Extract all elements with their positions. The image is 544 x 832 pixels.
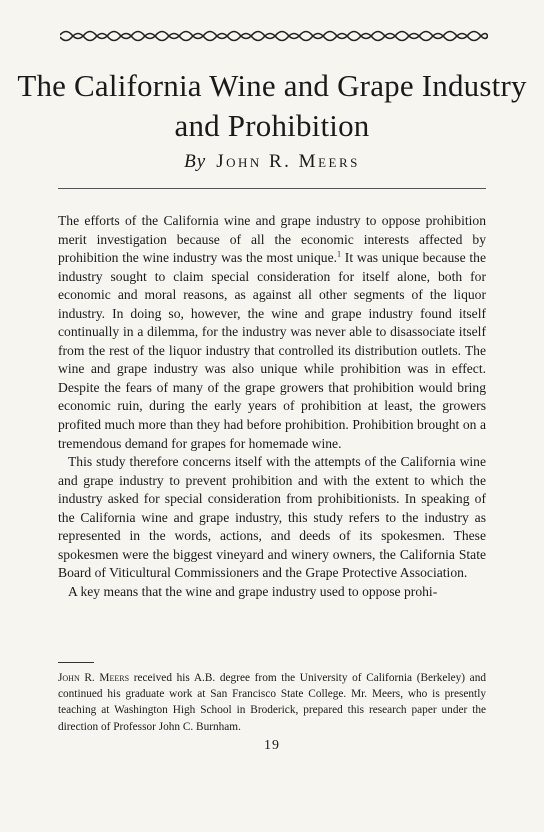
- article-title-line-1: The California Wine and Grape Industry: [17, 68, 527, 103]
- byline: [0, 150, 544, 174]
- paragraph-1-text: The efforts of the California wine and grape industry to oppose prohibition merit investigation because of all the economic interests affected by prohibition the wine industry was the most unique.: [58, 213, 486, 266]
- article-body: [58, 212, 486, 601]
- byline-prefix: By: [184, 151, 207, 172]
- article-title: [0, 66, 544, 146]
- footnote-text: received his A.B. degree from the University of California (Berkeley) and continued his graduate work at San Francisco State College. Mr. Meers, who is presently teaching at Washington High School in Broderick, prepared this research paper under the direction of Professor John C. Burnham.: [58, 672, 486, 733]
- footnote: [58, 670, 486, 735]
- footnote-marker: 1: [337, 249, 342, 259]
- footnote-author-name: John R. Meers: [58, 672, 130, 684]
- page-number: 19: [264, 738, 280, 753]
- author-name: John R. Meers: [216, 151, 360, 172]
- decorative-border-ornament: [60, 26, 488, 44]
- footnote-divider: [58, 662, 94, 663]
- paragraph-1-continuation: It was unique because the industry sought to claim special consideration for itself alone, both for economic and moral reasons, as against all other segments of the liquor industry. In doing so, however, the wine and grape industry found itself continually in a dilemma, for the industry was never able to disassociate itself from the rest of the liquor industry that controlled its distribution outlets. The wine and grape industry was also unique while prohibition was in effect. Despite the fears of many of the grape growers that prohibition would bring economic ruin, during the early years of prohibition at least, the growers profited much more than they had before prohibition. Prohibition brought on a tremendous demand for grapes for homemade wine.: [58, 250, 486, 451]
- paragraph-2: This study therefore concerns itself with the attempts of the California wine and grape industry to prevent prohibition and with the extent to which the industry asked for special consideration from prohibitionists. In speaking of the California wine and grape industry, this study refers to the industry as represented in the words, actions, and deeds of its spokesmen. These spokesmen were the biggest vineyard and winery owners, the California State Board of Viticultural Commissioners and the Grape Protective Association.: [58, 454, 486, 581]
- paragraph-3: A key means that the wine and grape industry used to oppose prohi-: [68, 583, 438, 599]
- article-title-line-2: and Prohibition: [174, 108, 370, 143]
- title-divider: [58, 188, 486, 189]
- paragraph-1: [58, 212, 486, 453]
